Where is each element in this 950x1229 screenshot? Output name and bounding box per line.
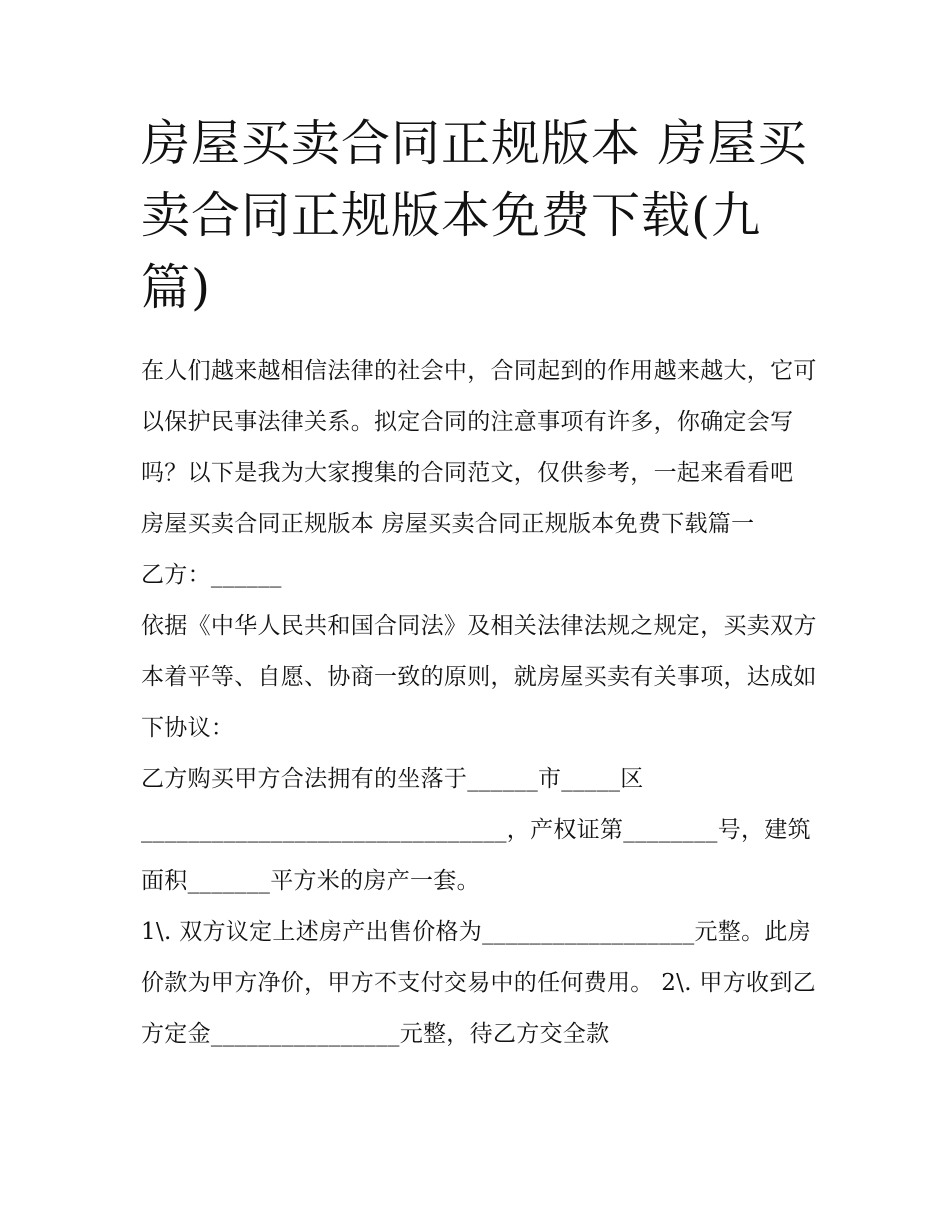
party-b-line: 乙方：______ (141, 562, 282, 588)
document-title: 房屋买卖合同正规版本 房屋买卖合同正规版本免费下载(九篇) (141, 115, 808, 316)
intro-paragraph: 在人们越来越相信法律的社会中，合同起到的作用越来越大，它可以保护民事法律关系。拟定合同的注意事项有许多，你确定会写吗？以下是我为大家搜集的合同范文，仅供参考，一起来看看吧 (141, 358, 817, 486)
legal-basis-paragraph: 依据《中华人民共和国合同法》及相关法律法规之规定，买卖双方本着平等、自愿、协商一致的原则，就房屋买卖有关事项，达成如下协议： (141, 613, 817, 741)
property-description-paragraph: 乙方购买甲方合法拥有的坐落于______市_____区_______________________________，产权证第________号，建筑面积_______平方米的房产一套。 (141, 766, 811, 894)
section-heading: 房屋买卖合同正规版本 房屋买卖合同正规版本免费下载篇一 (141, 511, 755, 537)
document-page (141, 108, 821, 1060)
price-clause-paragraph: 1\. 双方议定上述房产出售价格为__________________元整。此房价款为甲方净价，甲方不支付交易中的任何费用。 2\. 甲方收到乙方定金________________元整，待乙方交全款 (141, 919, 816, 1047)
